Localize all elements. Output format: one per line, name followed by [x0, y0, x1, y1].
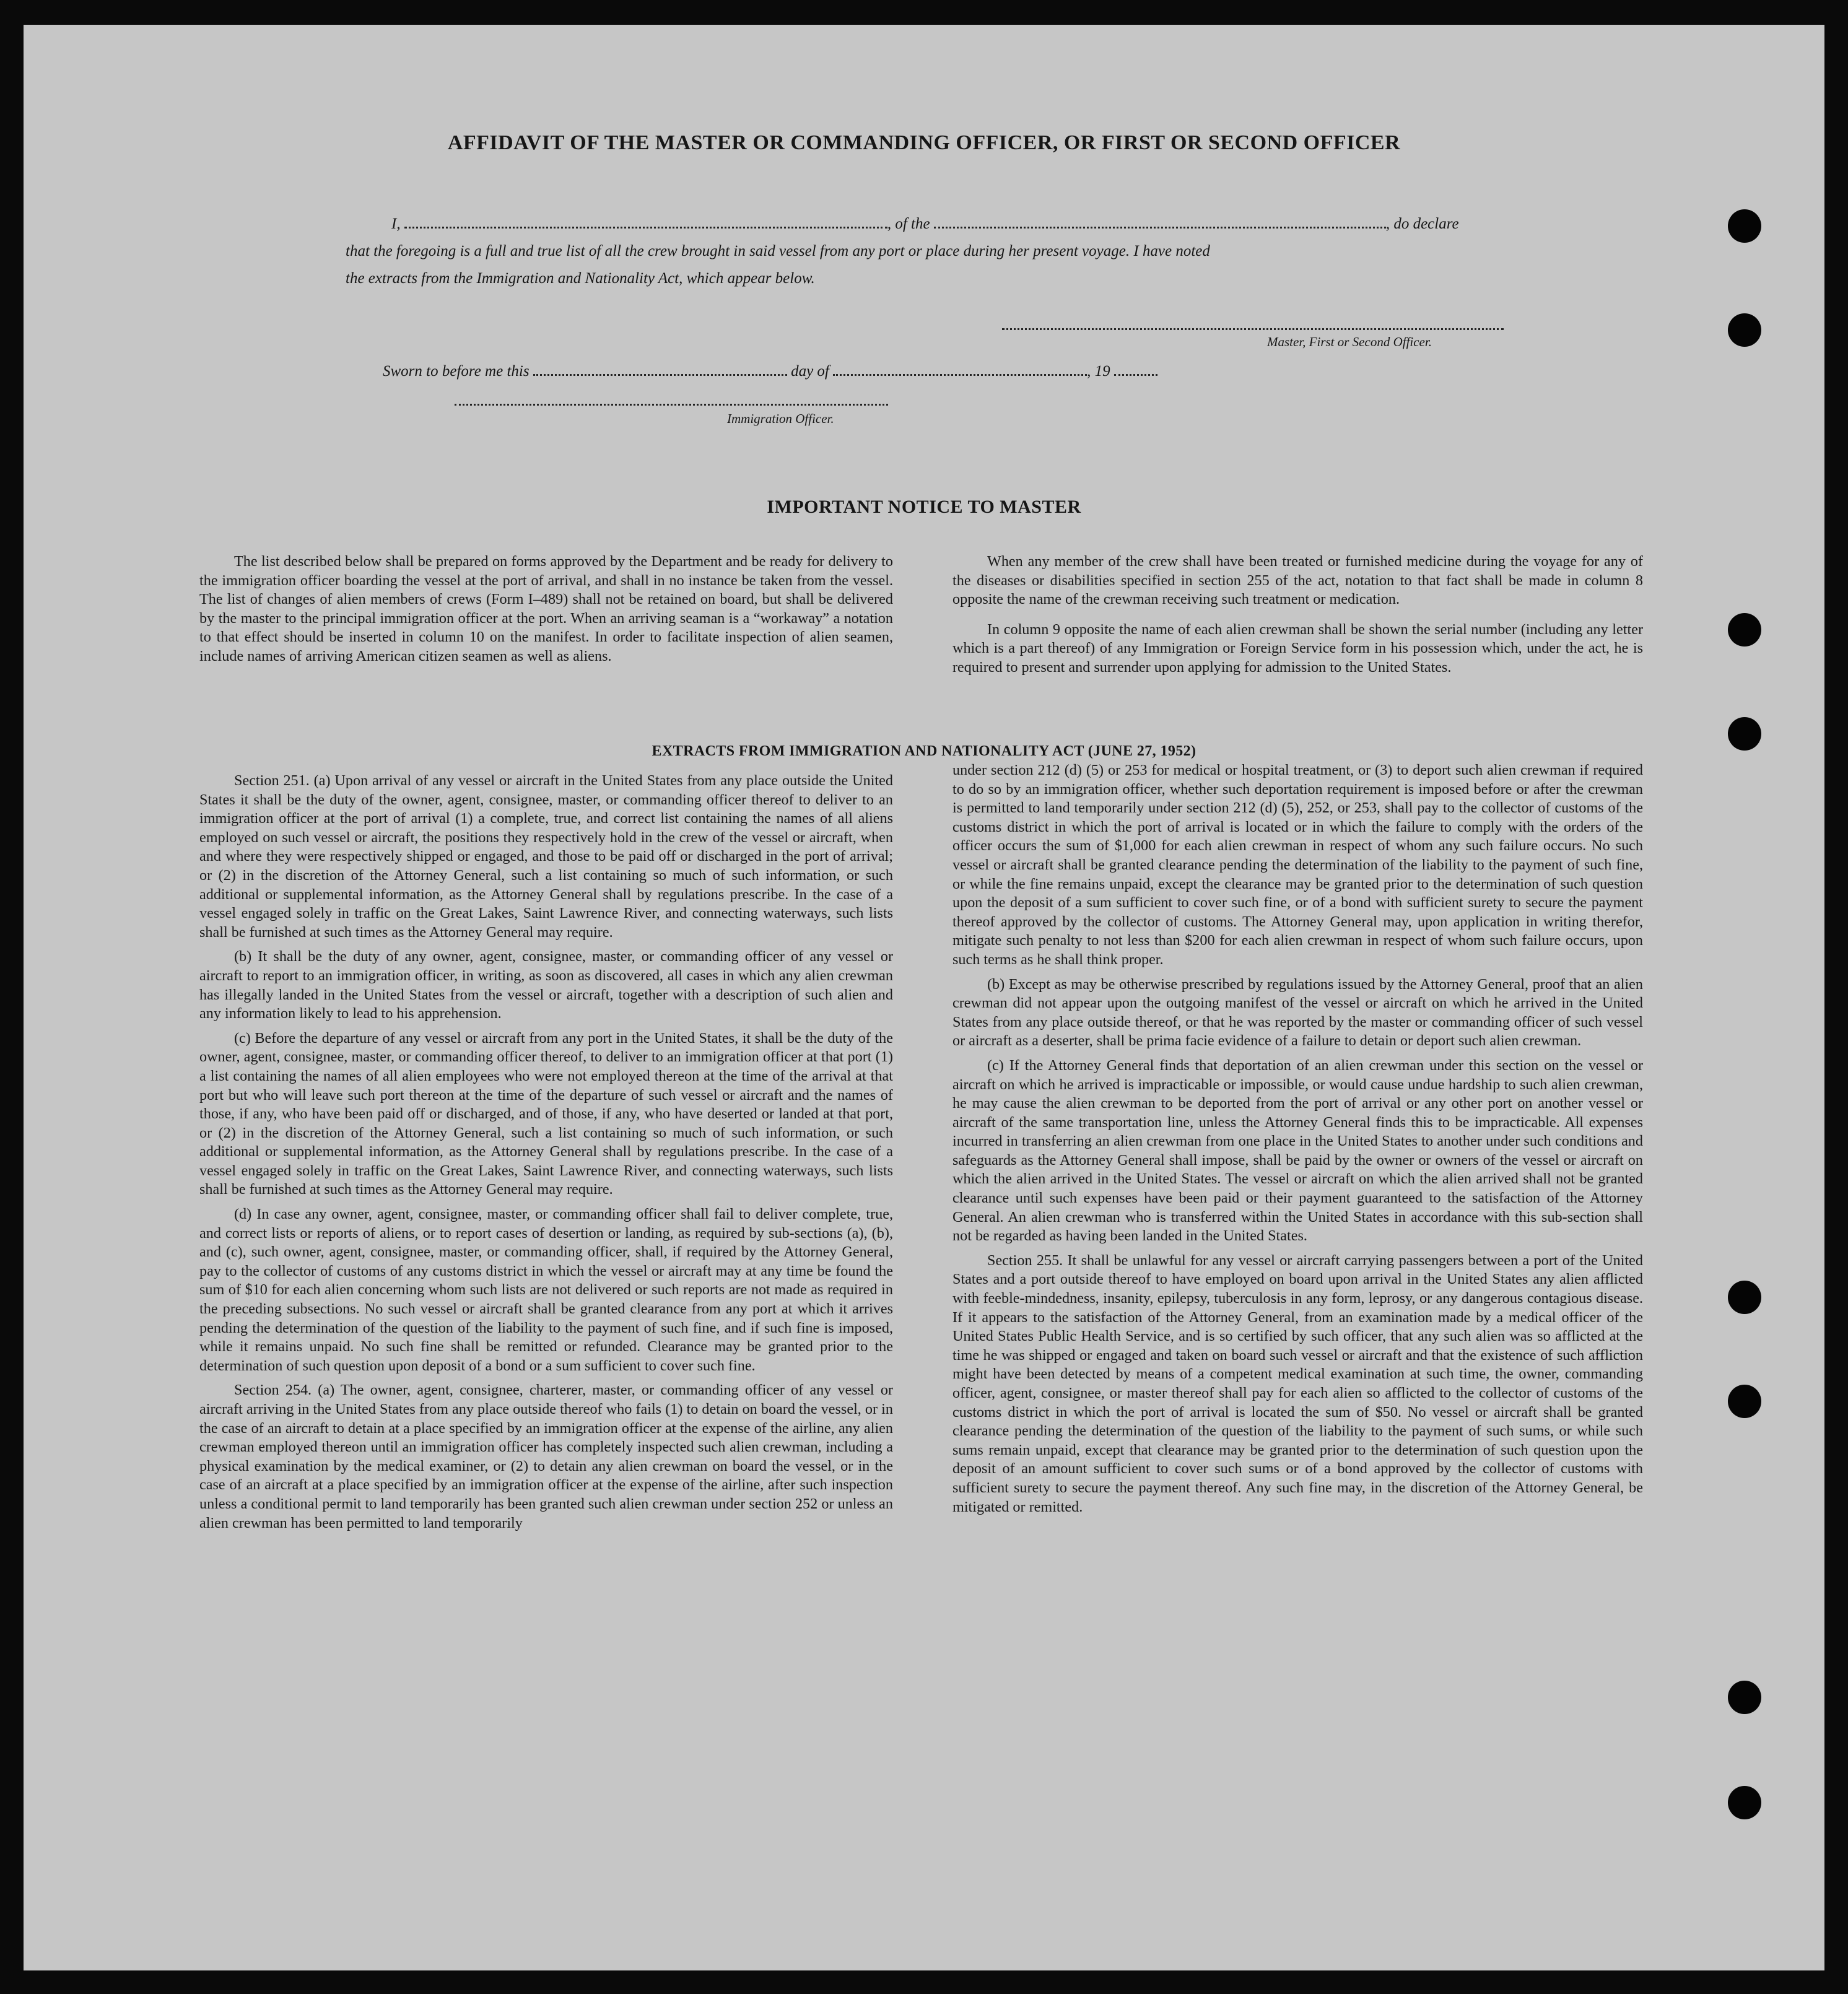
- punch-hole: [1728, 1281, 1761, 1314]
- section-paragraph: (c) Before the departure of any vessel or aircraft from any port in the United States, it shall be the duty of the owner, agent, consignee, master, or commanding officer thereof, to deliver to an immigration officer at that port (1) a list containing the names of all alien employees who were not employed thereon at the time of the arrival at that port but who will leave such port thereon at the time of the departure of such vessel or aircraft and the names of those, if any, who have been paid off or discharged, and of those, if any, who have deserted or landed at that port, or (2) in the discretion of the Attorney General, such a list containing so much of such information, or such additional or supplemental information, as the Attorney General shall by regulations prescribe. In the case of a vessel engaged solely in traffic on the Great Lakes, Saint Lawrence River, and connecting waterways, such lists shall be furnished at such times as the Attorney General may require.: [199, 1029, 893, 1198]
- punch-hole: [1728, 1385, 1761, 1418]
- day-blank: [533, 360, 787, 376]
- year-blank: [1114, 360, 1157, 376]
- section-paragraph: under section 212 (d) (5) or 253 for medical or hospital treatment, or (3) to deport such alien crewman if required to do so by an immigration officer, whether such deportation requirement is imposed before or after the crewman is permitted to land temporarily under section 212 (d) (5), 252, or 253, shall pay to the collector of customs of the customs district in which the port of arrival is located or in which the failure to comply with the orders of the officer occurs the sum of $1,000 for each alien crewman in respect of whom any such failure occurs. No such vessel or aircraft shall be granted clearance pending the determination of the liability to the payment of such fine, or while the fine remains unpaid, except the clearance may be granted prior to the determination of such question upon the deposit of a sum sufficient to cover such fine, or of a bond with sufficient surety to secure the payment thereof approved by the collector of customs. The Attorney General may, upon application in writing therefor, mitigate such penalty to not less than $200 for each alien crewman in respect of whom such failure occurs, upon such terms as he shall think proper.: [952, 762, 1643, 968]
- do-declare-label: , do declare: [1385, 216, 1459, 232]
- notice-title: IMPORTANT NOTICE TO MASTER: [767, 497, 1081, 517]
- section-paragraph: (b) Except as may be otherwise prescribed by regulations issued by the Attorney General, proof that an alien crewman did not appear upon the outgoing manifest of the vessel or aircraft on which he arrived in the United States from any place outside thereof, or that he was reported by the master or commanding officer of such vessel or aircraft as a deserter, shall be prima facie evidence of a failure to detain or deport such alien crewman.: [952, 975, 1643, 1050]
- affidavit-title: AFFIDAVIT OF THE MASTER OR COMMANDING OFFICER, OR FIRST OR SECOND OFFICER: [447, 131, 1401, 154]
- section-paragraph: Section 255. It shall be unlawful for any vessel or aircraft carrying passengers between a port of the United States and a port outside thereof to have employed on board upon arrival in the United States any alien afflicted with feeble-mindedness, insanity, epilepsy, tuberculosis in any form, leprosy, or any dangerous contagious disease. If it appears to the satisfaction of the Attorney General, from an examination made by a medical officer of the United States Public Health Service, and is so certified by such officer, that any such alien was so afflicted at the time he was shipped or engaged and taken on board such vessel or aircraft and that the existence of such affliction might have been detected by means of a competent medical examination at such time, the owner, commanding officer, agent, consignee, or master thereof shall pay for each alien so afflicted to the collector of customs of the customs district in which the port of arrival is located the sum of $50. No vessel or aircraft shall be granted clearance pending the determination of the question of the liability to the payment of such sums, or while such sums remain unpaid, except that clearance may be granted prior to the determination of such question upon the deposit of an amount sufficient to cover such sums or of a bond approved by the collector of customs with sufficient surety to secure the payment thereof. Any such fine may, in the discretion of the Attorney General, be mitigated or remitted.: [952, 1252, 1643, 1515]
- notice-paragraph: When any member of the crew shall have been treated or furnished medicine during the voyage for any of the diseases or disabilities specified in section 255 of the act, notation to that fact shall be made in column 8 opposite the name of the crewman receiving such treatment or medication.: [952, 553, 1643, 608]
- officer-signature-caption: Immigration Officer.: [727, 411, 834, 426]
- of-the-label: , of the: [887, 216, 930, 232]
- affidavit-statement-1: that the foregoing is a full and true list of all the crew brought in said vessel from any port or place during her present voyage. I have noted: [346, 243, 1210, 259]
- sworn-label: Sworn to before me this: [383, 363, 530, 380]
- punch-hole: [1728, 613, 1761, 647]
- punch-hole: [1728, 1786, 1761, 1819]
- document-page: [24, 25, 1824, 1970]
- year-prefix-label: , 19: [1087, 363, 1110, 380]
- section-paragraph: (c) If the Attorney General finds that deportation of an alien crewman under this section on the vessel or aircraft on which he arrived is impracticable or impossible, or would cause undue hardship to such alien crewman, he may cause the alien crewman to be deported from the port of arrival or any other port on another vessel or aircraft of the same transportation line, unless the Attorney General finds this to be impracticable. All expenses incurred in transferring an alien crewman from one place in the United States to another under such conditions and safeguards as the Attorney General shall impose, shall be paid by the owner or owners of the vessel or aircraft on which the alien arrived in the United States. The vessel or aircraft on which the alien arrived shall not be granted clearance until such expenses have been paid or their payment guaranteed to the satisfaction of the Attorney General. An alien crewman who is transferred within the United States in accordance with this sub-section shall not be regarded as having been landed in the United States.: [952, 1056, 1643, 1245]
- i-label: I,: [391, 216, 401, 232]
- notice-paragraph: The list described below shall be prepared on forms approved by the Department and be ready for delivery to the immigration officer boarding the vessel at the port of arrival, and shall in no instance be taken from the vessel. The list of changes of alien members of crews (Form I–489) shall not be retained on board, but shall be delivered by the master to the principal immigration officer at the port. When an arriving seaman is a “workaway” a notation to that effect should be inserted in column 10 on the manifest. In order to facilitate inspection of alien seamen, include names of arriving American citizen seamen as well as aliens.: [199, 553, 893, 664]
- section-paragraph: (b) It shall be the duty of any owner, agent, consignee, master, or commanding officer of any vessel or aircraft to report to an immigration officer, in writing, as soon as discovered, all cases in which any alien crewman has illegally landed in the United States from the vessel or aircraft, together with a description of such alien and any information likely to lead to his apprehension.: [199, 948, 893, 1022]
- officer-signature-line: [455, 404, 888, 406]
- section-paragraph: (d) In case any owner, agent, consignee, master, or commanding officer shall fail to deliver complete, true, and correct lists or reports of aliens, or to report cases of desertion or landing, as required by sub-sections (a), (b), and (c), such owner, agent, consignee, master, or commanding officer, shall, if required by the Attorney General, pay to the collector of customs of any customs district in which the vessel or aircraft may at any time be found the sum of $10 for each alien concerning whom such lists are not delivered or such reports are not made as required in the preceding subsections. No such vessel or aircraft shall be granted clearance from any port at which it arrives pending the determination of the question of the liability to the payment of such fine, and if such fine is imposed, while it remains unpaid. No such fine shall be remitted or refunded. Clearance may be granted prior to the determination of such question upon deposit of a bond or a sum sufficient to cover such fine.: [199, 1206, 893, 1374]
- affidavit-declaration-line: [391, 213, 1459, 233]
- notice-paragraph: In column 9 opposite the name of each alien crewman shall be shown the serial number (including any letter which is a part thereof) of any Immigration or Foreign Service form in his possession which, under the act, he is required to present and surrender upon applying for admission to the United States.: [952, 620, 1643, 676]
- notice-left-column: [199, 552, 893, 677]
- affidavit-statement-2: the extracts from the Immigration and Nationality Act, which appear below.: [346, 270, 815, 287]
- sworn-line: [383, 360, 1157, 380]
- day-of-label: day of: [791, 363, 829, 380]
- name-blank: [404, 213, 887, 229]
- section-paragraph: Section 251. (a) Upon arrival of any vessel or aircraft in the United States from any place outside the United States it shall be the duty of the owner, agent, consignee, master, or commanding officer thereof to deliver to an immigration officer at the port of arrival (1) a complete, true, and correct list containing the names of all aliens employed on such vessel or aircraft, the positions they respectively hold in the crew of the vessel or aircraft, when and where they were respectively shipped or engaged, and those to be paid off or discharged in the port of arrival; or (2) in the discretion of the Attorney General, such a list containing so much of such information, or such additional or supplemental information, as the Attorney General shall by regulations prescribe. In the case of a vessel engaged solely in traffic on the Great Lakes, Saint Lawrence River, and connecting waterways, such lists shall be furnished at such times as the Attorney General may require.: [199, 772, 893, 941]
- master-signature-line: [1002, 328, 1504, 330]
- extracts-left-column: [199, 772, 893, 1538]
- punch-hole: [1728, 1681, 1761, 1714]
- extracts-title: EXTRACTS FROM IMMIGRATION AND NATIONALITY ACT (JUNE 27, 1952): [652, 743, 1196, 759]
- month-blank: [833, 360, 1087, 376]
- section-paragraph: Section 254. (a) The owner, agent, consignee, charterer, master, or commanding officer of any vessel or aircraft arriving in the United States from any place outside thereof who fails (1) to detain on board the vessel, or in the case of an aircraft to detain at a place specified by an immigration officer at the expense of the airline, any alien crewman employed thereon until an immigration officer has completely inspected such alien crewman, including a physical examination by the medical examiner, or (2) to detain any alien crewman on board the vessel, or in the case of an aircraft at a place specified by an immigration officer at the expense of the airline, after such inspection unless a conditional permit to land temporarily has been granted such alien crewman under section 252 or unless an alien crewman has been permitted to land temporarily: [199, 1382, 893, 1531]
- vessel-blank: [934, 213, 1386, 229]
- punch-hole: [1728, 313, 1761, 347]
- punch-hole: [1728, 209, 1761, 243]
- notice-right-column: [952, 552, 1643, 689]
- master-signature-caption: Master, First or Second Officer.: [1267, 334, 1432, 349]
- extracts-right-column: [952, 761, 1643, 1522]
